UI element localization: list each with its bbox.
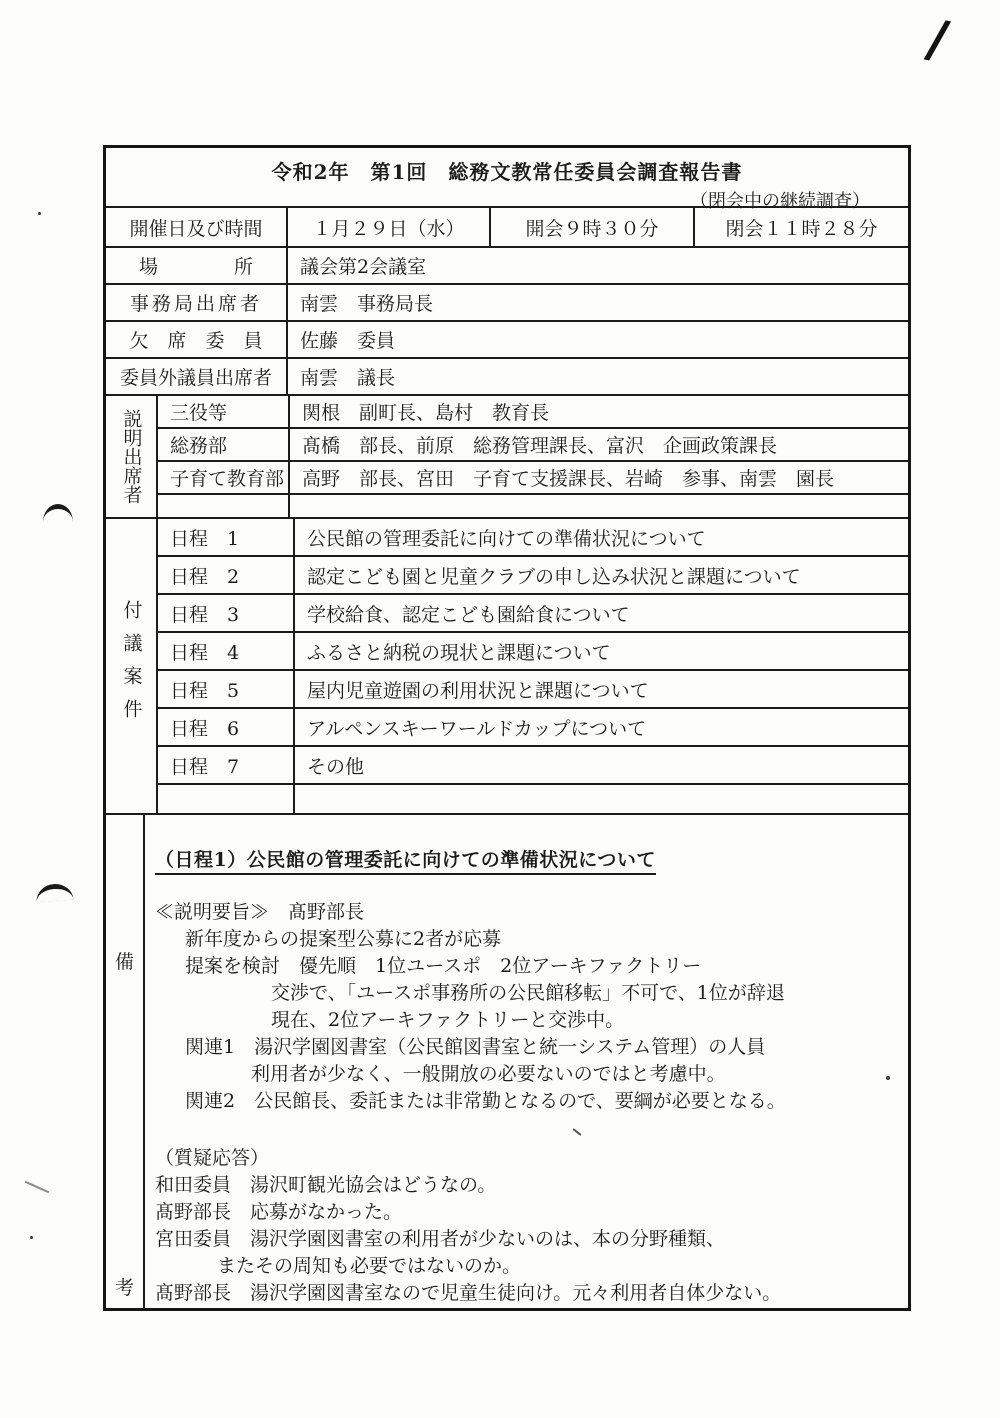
remarks-line: 現在、2位アーキファクトリーと交渉中。 [271, 1009, 625, 1031]
agenda-item-topic: その他 [307, 755, 365, 778]
explainer-names: 髙橋 部長、前原 総務管理課長、富沢 企画政策課長 [302, 435, 778, 457]
explainer-names [290, 495, 908, 517]
agenda-item-label: 日程 1 [158, 519, 295, 555]
meta-close-time: 閉会１１時２８分 [725, 217, 878, 240]
agenda-row [158, 671, 908, 709]
explainers-group-label-cell [106, 396, 158, 517]
remarks-group [106, 815, 908, 1308]
report-title-block [106, 148, 908, 212]
remarks-group-label-cell [106, 815, 145, 1308]
explainer-names: 高野 部長、宮田 子育て支援課長、岩崎 参事、南雲 園長 [302, 468, 835, 490]
remarks-heading [153, 847, 898, 873]
agenda-row [158, 519, 908, 557]
meta-row-location [106, 248, 908, 285]
agenda-item-topic: ふるさと納税の現状と課題について [307, 641, 611, 664]
agenda-item-label: 日程 5 [158, 671, 295, 707]
report-subtitle: （閉会中の継続調査） [690, 191, 870, 212]
agenda-item-topic: 公民館の管理委託に向けての準備状況について [307, 527, 706, 550]
explainer-dept-label: 総務部 [158, 429, 290, 460]
report-title: 令和2年 第1回 総務文教常任委員会調査報告書 [271, 160, 743, 184]
agenda-group-label-cell [106, 519, 158, 813]
remarks-line: （質疑応答） [155, 1147, 270, 1169]
agenda-item-topic: 屋内児童遊園の利用状況と課題について [307, 679, 649, 702]
remarks-line: 和田委員 湯沢町観光協会はどうなの。 [155, 1174, 497, 1196]
explainer-row [158, 462, 908, 495]
remarks-line: またその周知も必要ではないのか。 [217, 1255, 522, 1277]
agenda-item-topic: 認定こども園と児童クラブの申し込み状況と課題について [307, 565, 801, 588]
agenda-row-empty [158, 785, 908, 813]
agenda-rows [158, 519, 908, 813]
explainer-dept-label: 三役等 [158, 396, 290, 427]
agenda-row [158, 557, 908, 595]
explainers-group-label: 説明出席者 [120, 409, 143, 504]
meta-date: １月２９日（水） [288, 208, 491, 246]
explainer-dept-label [158, 495, 290, 517]
agenda-item-topic: 学校給食、認定こども園給食について [307, 603, 630, 626]
meta-absent-value: 佐藤 委員 [300, 330, 396, 352]
scan-speck [30, 1236, 33, 1239]
remarks-line: 髙野部長 湯沢学園図書室なので児童生徒向け。元々利用者自体少ない。 [155, 1282, 782, 1304]
meta-label-datetime: 開催日及び時間 [106, 208, 288, 246]
remarks-line: 宮田委員 湯沢学園図書室の利用者が少ないのは、本の分野種類、 [155, 1228, 726, 1250]
meta-label-secretariat: 事務局出席者 [106, 285, 288, 320]
meta-row-secretariat [106, 285, 908, 322]
scan-speck [886, 1076, 890, 1080]
agenda-group-label: 付議案件 [120, 600, 143, 732]
meta-row-absent [106, 322, 908, 359]
meta-location-value: 議会第2会議室 [300, 256, 427, 278]
meta-row-datetime [106, 208, 908, 248]
agenda-row [158, 595, 908, 633]
scan-artifact-arc [43, 504, 73, 522]
report-table [103, 145, 911, 1311]
explainer-dept-label: 子育て教育部 [158, 462, 290, 493]
agenda-row [158, 747, 908, 785]
explainers-group [106, 396, 908, 519]
explainer-names: 関根 副町長、島村 教育長 [302, 402, 550, 424]
agenda-item-label [158, 785, 295, 813]
scan-speck [38, 212, 41, 215]
explainer-row-empty [158, 495, 908, 517]
scan-scribble [25, 1181, 50, 1193]
remarks-line: 髙野部長 応募がなかった。 [155, 1201, 403, 1223]
remarks-line: 新年度からの提案型公募に2者が応募 [185, 928, 502, 950]
handwritten-page-number-mark: / [921, 8, 954, 72]
meta-open-time: 開会９時３０分 [491, 208, 695, 246]
remarks-line: 関連1 湯沢学園図書室（公民館図書室と統一システム管理）の人員 [185, 1036, 766, 1058]
agenda-row [158, 633, 908, 671]
agenda-item-label: 日程 7 [158, 747, 295, 783]
remarks-line: ≪説明要旨≫ 髙野部長 [155, 901, 365, 923]
meta-label-location: 場 所 [106, 248, 288, 283]
agenda-item-label: 日程 4 [158, 633, 295, 669]
remarks-line: 提案を検討 優先順 1位ユースポ 2位アーキファクトリー [185, 955, 702, 977]
agenda-item-label: 日程 6 [158, 709, 295, 745]
agenda-group [106, 519, 908, 815]
meta-row-nonmember [106, 359, 908, 396]
remarks-line: 関連2 公民館長、委託または非常勤となるので、要綱が必要となる。 [185, 1090, 786, 1112]
meta-nonmember-value: 南雲 議長 [300, 367, 396, 389]
agenda-row [158, 709, 908, 747]
remarks-line: 交渉で、「ユースポ事務所の公民館移転」不可で、1位が辞退 [271, 982, 785, 1004]
meta-secretariat-value: 南雲 事務局長 [300, 293, 434, 315]
explainer-row [158, 396, 908, 429]
agenda-item-topic: アルペンスキーワールドカップについて [307, 717, 647, 740]
remarks-heading-text: （日程1）公民館の管理委託に向けての準備状況について [155, 849, 656, 875]
remarks-line: 利用者が少なく、一般開放の必要ないのではと考慮中。 [251, 1063, 726, 1085]
explainer-row [158, 429, 908, 462]
agenda-item-label: 日程 3 [158, 595, 295, 631]
meta-label-nonmember: 委員外議員出席者 [106, 359, 288, 394]
remarks-body [145, 815, 908, 1308]
remarks-label-top: 備 [114, 951, 135, 973]
remarks-label-bottom: 考 [114, 1277, 135, 1299]
agenda-item-label: 日程 2 [158, 557, 295, 593]
explainers-rows [158, 396, 908, 517]
meta-label-absent: 欠 席 委 員 [106, 322, 288, 357]
scan-artifact-arc [35, 883, 73, 903]
agenda-item-topic [295, 785, 908, 813]
